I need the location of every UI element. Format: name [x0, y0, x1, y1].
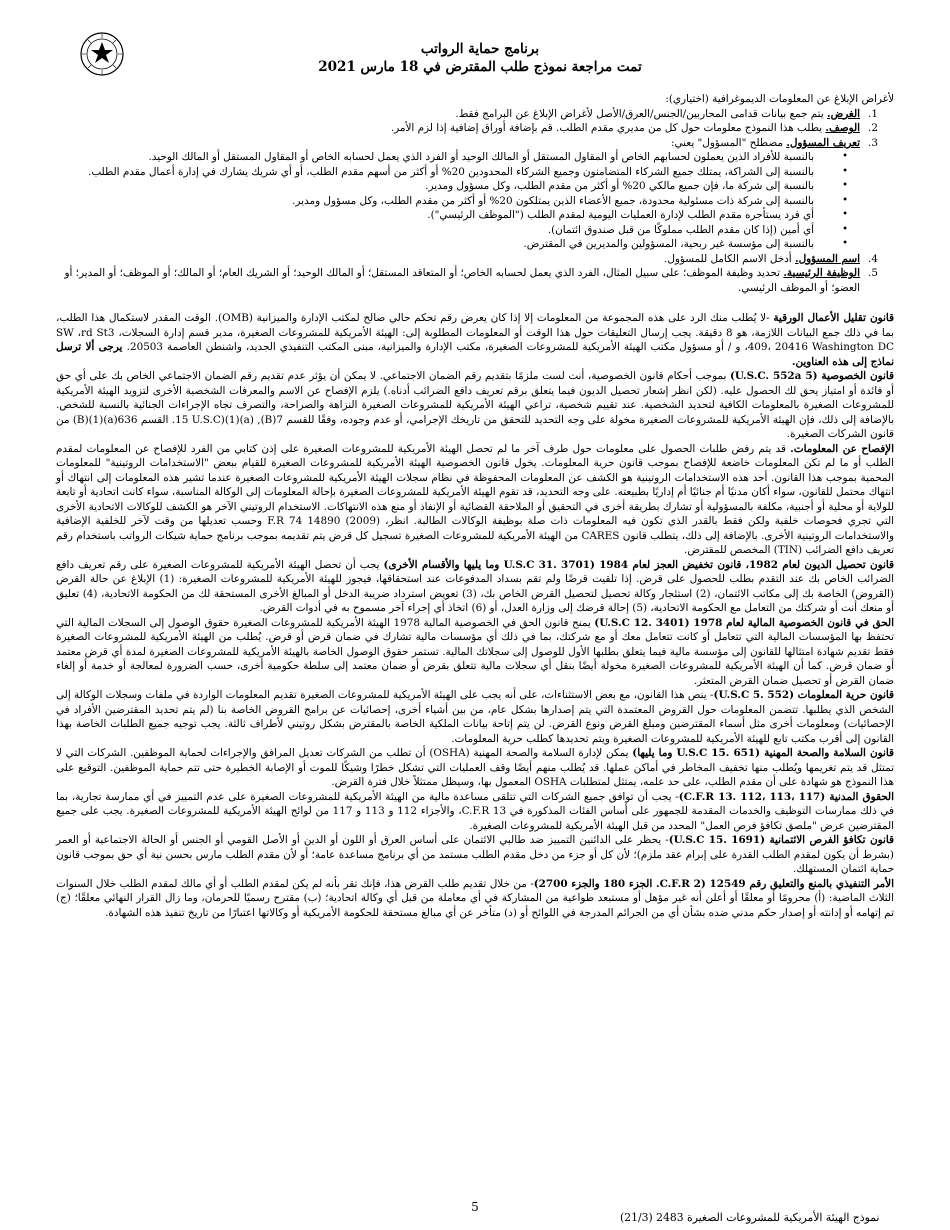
- section-title: قانون تحصيل الديون لعام 1982، قانون تخفيض العجز لعام 1984 (U.S.C 31. 3701 وما يليها والأقسام الأخرى): [383, 558, 895, 571]
- section-title: الحق في قانون الخصوصية المالية لعام 1978 (U.S.C 12. 3401): [594, 616, 894, 629]
- bullet-item: • بالنسبة إلى الشراكة، يمتلك جميع الشركاء المتضامنون وجميع الشركاء المحدودين 20% أو أكثر من أسهم مقدم الطلب، أو أي شريك يشارك في إدارة أعمال مقدم الطلب.: [56, 165, 814, 180]
- demographic-intro: لأغراض الإبلاغ عن المعلومات الديموغرافية (اختياري):: [665, 93, 894, 105]
- demographic-list: [56, 107, 894, 296]
- section-title: الإفصاح عن المعلومات.: [790, 442, 894, 455]
- principal-definition-list: [56, 150, 860, 252]
- bullet-item: • بالنسبة للأفراد الذين يعملون لحسابهم الخاص أو المقاول المستقل أو المالك الوحيد أو الفرد الذي يعمل لحسابه الخاص أو المقاول المستقل أو المالك الوحيد.: [56, 150, 814, 165]
- sba-seal-logo: [80, 32, 124, 76]
- page-header: [200, 40, 760, 76]
- section-paperwork-reduction: قانون تقليل الأعمال الورقية -لا يُطلب منك الرد على هذه المجموعة من المعلومات إلا إذا كان يعرض رقم تحكم حالي صالح لمكتب الإدارة والميزانية (OMB). الوقت المقدر لاستكمال هذا الطلب، بما في ذلك جمع البيانات اللازمة، هو 8 دقيقة. يجب إرسال التعليقات حول هذا الوقت أو المعلومات المطلوبة إلى: الهيئة الأمريكية للمشروعات الصغيرة، مدير قسم إدارة السجلات، SW ،rd St3 409، 20416 Washington DC، و / أو مسؤول مكتب الهيئة الأمريكية للمشروعات الصغيرة، مكتب الإدارة والميزانية، مبنى المكتب التنفيذي الجديد، واشنطن العاصمة 20503. يرجى ألا ترسل نماذج إلى هذه العناوين.: [56, 312, 894, 368]
- bullet-item: • بالنسبة إلى شركة ما، فإن جميع مالكي 20% أو أكثر من مقدم الطلب، وكل مسؤول ومدير.: [56, 179, 814, 194]
- page-number: 5: [471, 1200, 479, 1214]
- list-item: 5. الوظيفة الرئيسية. تحديد وظيفة الموظف؛ على سبيل المثال، الفرد الذي يعمل لحسابه الخاص؛ أو المتعاقد المستقل؛ أو المالك الوحيد؛ أو الشريك العام؛ أو المالك؛ أو الموظف؛ أو المدير؛ أو العضو؛ أو الموظف الرئيسي.: [64, 267, 878, 294]
- section-disclosure: الإفصاح عن المعلومات. قد يتم رفض طلبات الحصول على معلومات حول طرف آخر ما لم تحصل الهيئة الأمريكية للمشروعات الصغيرة على إذن كتابي من الفرد للإفصاح عن المعلومات لمقدم الطلب أو ما لم تكن المعلومات خاضعة للإفصاح بموجب قانون حرية المعلومات. يخول قانون الخصوصية الهيئة الأمريكية للمشروعات الصغيرة للقيام ببعض "الاستخدامات الروتينية" للمعلومات المحمية بموجب هذا القانون. أحد هذه الاستخدامات الروتينية هو الكشف عن المعلومات المحفوظة في نظام سجلات الهيئة الأمريكية للمشروعات الصغيرة عندما تشير هذه المعلومات إلى انتهاك أو انتهاك محتمل للقانون، سواء أكان مدنيًا أم جنائيًا أم إداريًا بطبيعته. على وجه التحديد، قد تقوم الهيئة الأمريكية للمشروعات الصغيرة بإحالة المعلومات إلى الوكالة المناسبة، سواء كانت اتحادية أو تابعة للولاية أو محلية أو أجنبية، مكلفة بالمسؤولية أو تشارك بطريقة أخرى في التحقيق أو الملاحقة القضائية أو الإنفاذ أو منع هذه الانتهاكات. الاستخدام الروتيني الآخر هو الكشف للوكالات الاتحادية الأخرى التي تجري فحوصات خلفية ولكن فقط بالقدر الذي تكون فيه المعلومات ذات صلة بوظيفة الوكالات الطالبة. انظر، F.R 74 14890 (2009) وحسب تعديلها من وقت لآخر للخلفية الإضافية والاستخدامات الروتينية الأخرى. بالإضافة إلى ذلك، يتطلب قانون CARES من الهيئة الأمريكية للمشروعات الصغيرة تسجيل كل قرض يتم تقديمه بموجب برنامج حماية شيكات الرواتب باستخدام رقم تعريف دافع الضرائب (TIN) المخصص للمقترض.: [56, 442, 895, 556]
- list-item: 1. الغرض. يتم جمع بيانات قدامى المحاربين/الجنس/العرق/الأصل لأغراض الإبلاغ عن البرامج فقط.: [455, 107, 878, 120]
- section-foia: قانون حرية المعلومات (U.S.C 5. 552)- ينص هذا القانون، مع بعض الاستثناءات، على أنه يجب على الهيئة الأمريكية للمشروعات الصغيرة تقديم المعلومات الواردة في ملفات وسجلات الوكالة إلى الشخص الذي يطلبها. تتضمن المعلومات حول القروض المعتمدة التي يتم إصدارها بشكل عام، من بين أشياء أخرى، إحصائيات عن برامج القروض الخاصة بنا (لم يتم تحديد المقترضين الأفراد في الإحصائيات) ومعلومات أخرى مثل أسماء المقترضين ومبلغ القرض ونوع القرض. لن يتم إتاحة بيانات الملكية الخاصة بالمقترض بشكل روتيني لأطراف ثالثة. يجب توجيه جميع الطلبات الخاصة بهذا القانون إلى أقرب مكتب تابع للهيئة الأمريكية للمشروعات الصغيرة ويتم تحديدها كطلب حرية المعلومات.: [56, 689, 894, 745]
- document-body: [56, 92, 894, 920]
- section-equal-credit: قانون تكافؤ الفرص الائتمانية (U.S.C 15. 1691)- يحظر على الدائنين التمييز ضد طالبي الائتمان على أساس العرق أو اللون أو الدين أو الأصل القومي أو الجنس أو الحالة الاجتماعية أو العمر (بشرط أن يكون لمقدم الطلب القدرة على إبرام عقد ملزم)؛ لأن كل أو جزء من دخل مقدم الطلب مستمد من أي برنامج مساعدة عامة؛ أو لأن مقدم الطلب مارس بحسن نية أي حق بموجب قانون حماية ائتمان المستهلك.: [56, 834, 894, 875]
- bullet-item: • بالنسبة إلى مؤسسة غير ربحية، المسؤولين والمديرين في المقترض.: [56, 237, 814, 252]
- section-title: قانون الخصوصية (U.S.C. 552a 5): [729, 370, 895, 382]
- form-label: نموذج الهيئة الأمريكية للمشروعات الصغيرة 2483 (21/3): [620, 1211, 880, 1224]
- section-financial-privacy: الحق في قانون الخصوصية المالية لعام 1978 (U.S.C 12. 3401) يمنح قانون الحق في الخصوصية المالية 1978 الهيئة الأمريكية للمشروعات الصغيرة حقوق الوصول إلى السجلات المالية التي تحتفظ بها المؤسسات المالية التي تتعامل أو كانت تتعامل معك أو مع شركتك، بما في ذلك أي مؤسسات مالية تشارك في ضمان قرض أو قرض. يُطلب من الهيئة الأمريكية للمشروعات الصغيرة فقط تقديم شهادة امتثالها للقانون إلى مؤسسة مالية فيما يتعلق بطلبها الأول للوصول إلى سجلاتك المالية. تستمر حقوق الوصول الخاصة بالهيئة الأمريكية للمشروعات الصغيرة لمدة أي قرض معتمد أو ضمان قرض. كما أن الهيئة الأمريكية للمشروعات الصغيرة مخولة أيضًا بنقل أي سجلات مالية تتعلق بقرض أو ضمان معتمد إلى سلطة حكومية أخرى، حسب الضرورة لمعالجة أو خدمة أو إلغاء ضمان القرض أو تحصيل ضمان القرض المتعثر.: [56, 616, 894, 687]
- section-title: الأمر التنفيذي بالمنع والتعليق رقم 12549 (C.F.R 2. الجزء 180 والجزء 2700): [533, 877, 894, 890]
- bullet-item: • بالنسبة إلى شركة ذات مسئولية محدودة، جميع الأعضاء الذين يمتلكون 20% أو أكثر من مقدم الطلب، وكل مسؤول ومدير.: [56, 194, 814, 209]
- section-debarment: الأمر التنفيذي بالمنع والتعليق رقم 12549 (C.F.R 2. الجزء 180 والجزء 2700)- من خلال تقديم طلب القرض هذا، فإنك تقر بأنه لم يكن لمقدم الطلب أو أي مالك لمقدم الطلب خلال السنوات الثلاث الماضية: (أ) محرومًا أو معلقًا أو أعلن أنه غير مؤهل أو مستبعد طواعية من المشاركة في أي معاملة من قبل أي وكالة اتحادية؛ (ب) مقترح رسميًا للحرمان، وما زال القرار النهائي معلقًا؛ (ج) تم إتهامه أو إدانته أو إصدار حكم مدني ضده بشأن أي من الجرائم المدرجة في اللوائح أو (د) متأخر عن أي مبالغ مستحقة للحكومة الأمريكية أو وكالاتها اعتبارًا من تاريخ تنفيذ هذه الشهادة.: [56, 877, 894, 919]
- section-title: قانون حرية المعلومات (U.S.C 5. 552): [713, 689, 894, 701]
- list-item: 3. تعريف المسؤول. مصطلح "المسؤول" يعني: • بالنسبة للأفراد الذين يعملون لحسابهم الخاص أو المقاول المستقل أو المالك الوحيد أو الفرد الذي يعمل لحسابه الخاص أو المقاول المستقل أو المالك الوحيد. • بالنسبة إلى الشراكة، يمتلك جميع الشركاء المتضامنون وجميع الشركاء المحدودين 20% أو أكثر من أسهم مقدم الطلب، أو أي شريك يشارك في إدارة أعمال مقدم الطلب. • بالنسبة إلى شركة ما، فإن جميع مالكي 20% أو أكثر من مقدم الطلب، وكل مسؤول ومدير. • بالنسبة إلى شركة ذات مسئولية محدودة، جميع الأعضاء الذين يمتلكون 20% أو أكثر من مقدم الطلب، وكل مسؤول ومدير. • أي فرد يستأجره مقدم الطلب لإدارة العمليات اليومية لمقدم الطلب ("الموظف الرئيسي"). • أي أمين (إذا كان مقدم الطلب مملوكًا من قبل صندوق ائتمان). • بالنسبة إلى مؤسسة غير ربحية، المسؤولين والمديرين في المقترض.: [56, 136, 860, 252]
- section-title: قانون السلامة والصحة المهنية (U.S.C 15. 651 وما يليها): [632, 747, 895, 759]
- section-title: قانون تقليل الأعمال الورقية: [773, 312, 894, 324]
- page-subtitle: تمت مراجعة نموذج طلب المقترض في 18 مارس 2021: [318, 59, 642, 75]
- section-debt-collection: قانون تحصيل الديون لعام 1982، قانون تخفيض العجز لعام 1984 (U.S.C 31. 3701 وما يليها والأقسام الأخرى) يجب أن تحصل الهيئة الأمريكية للمشروعات الصغيرة على رقم تعريف دافع الضرائب الخاص بك عند التقدم بطلب للحصول على قرض. إذا تلقيت قرضًا ولم تقم بسداد المدفوعات عند استحقاقها، فيجوز للهيئة الأمريكية للمشروعات الصغيرة: (1) الإبلاغ عن حالة القرض (القروض) الخاصة بك إلى مكاتب الائتمان، (2) استئجار وكالة تحصيل لتحصيل القرض الخاص بك، (3) تعويض استرداد ضريبة الدخل أو المبالغ الأخرى المستحقة لك من الحكومة الاتحادية، (4) تعليق أو منعك أنت أو شركتك من التعامل مع الحكومة الاتحادية، (5) إحالة قرضك إلى وزارة العدل، أو (6) اتخاذ أي إجراء آخر مسموح به في أدوات القرض.: [56, 558, 895, 614]
- section-title: الحقوق المدنية (C.F.R 13. 112، 113، 117): [678, 790, 894, 803]
- bullet-item: • أي أمين (إذا كان مقدم الطلب مملوكًا من قبل صندوق ائتمان).: [56, 223, 814, 238]
- section-civil-rights: الحقوق المدنية (C.F.R 13. 112، 113، 117)- يجب أن توافق جميع الشركات التي تتلقى مساعدة مالية من الهيئة الأمريكية للمشروعات الصغيرة على عدم التمييز في أي ممارسة تجارية، بما في ذلك ممارسات التوظيف والخدمات المقدمة للجمهور على أساس الفئات المذكورة في C.F.R 13، والأجزاء 112 و 113 و 117 من لوائح الهيئة الأمريكية للمشروعات الصغيرة. يجب على جميع المقترضين عرض "ملصق تكافؤ فرص العمل" المحدد من قبل الهيئة الأمريكية للمشروعات الصغيرة.: [56, 790, 895, 832]
- page-title: برنامج حماية الرواتب: [420, 41, 540, 57]
- section-osha: قانون السلامة والصحة المهنية (U.S.C 15. 651 وما يليها) يمكن لإدارة السلامة والصحة المهنية (OSHA) أن تطلب من الشركات تعديل المرافق والإجراءات لحماية الموظفين. الشركات التي لا تمتثل قد يتم تغريمها ويُطلب منها تخفيف المخاطر في أماكن عملها. قد يُطلب منهم أيضًا وقف العمليات التي تشكل خطرًا وشيكًا للموت أو الإصابة الخطيرة حتى تتم حماية الموظفين. التوقيع على هذا النموذج هو شهادة على أن مقدم الطلب، على حد علمه، يمتثل لمتطلبات OSHA المعمول بها، وسيظل ممتثلاً خلال فترة القرض.: [56, 747, 895, 788]
- list-item: 2. الوصف. يطلب هذا النموذج معلومات حول كل من مديري مقدم الطلب. قم بإضافة أوراق إضافية إذا لزم الأمر.: [390, 122, 878, 134]
- list-item: 4. اسم المسؤول. أدخل الاسم الكامل للمسؤول.: [664, 252, 878, 265]
- bullet-item: • أي فرد يستأجره مقدم الطلب لإدارة العمليات اليومية لمقدم الطلب ("الموظف الرئيسي").: [56, 208, 814, 223]
- section-title: قانون تكافؤ الفرص الائتمانية (U.S.C 15. 1691): [668, 834, 894, 846]
- section-privacy-act: قانون الخصوصية (U.S.C. 552a 5) بموجب أحكام قانون الخصوصية، أنت لست ملزمًا بتقديم رقم الضمان الاجتماعي. لا يمكن أن يؤثر عدم تقديم رقم الضمان الاجتماعي الخاص بك على أي حق أو فائدة أو امتياز يحق لك الحصول عليه. (لكن انظر إشعار تحصيل الديون فيما يتعلق برقم تعريف دافع الضرائب أدناه.) يلزم الإفصاح عن الاسم والمعرفات الشخصية الأخرى لتزويد الهيئة الأمريكية للمشروعات الصغيرة بالمعلومات الكافية لتحديد الشخصية. عند تقييم شخصية، تراعي الهيئة الأمريكية للمشروعات الصغيرة النزاهة والصراحة، والتصرف تجاه الإجراءات الجنائية بالنسبة للشخص. بالإضافة إلى ذلك، فإن الهيئة الأمريكية للمشروعات الصغيرة مخولة على وجه التحديد للتحقق من تاريخك الإجرامي، أو عدم وجوده، وفقًا للقسم 7(B), 15 U.S.C)(1)(a). القسم 636(a)(1)(B) من قانون الشركات الصغيرة.: [56, 370, 895, 440]
